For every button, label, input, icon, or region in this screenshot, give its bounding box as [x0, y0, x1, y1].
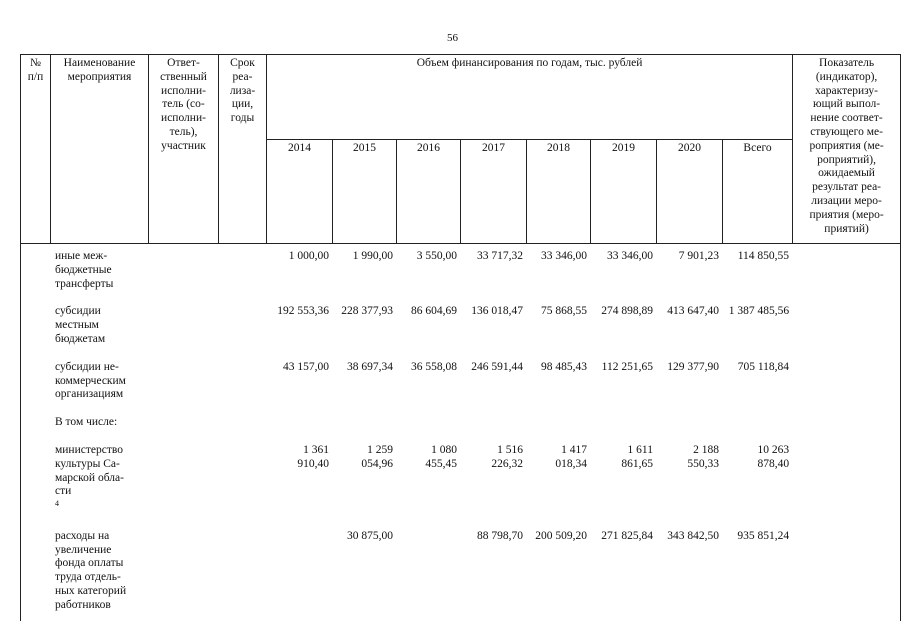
value-cell: 33 346,00 — [541, 250, 587, 262]
funding-table — [20, 54, 901, 621]
header-responsible: Ответ- ственный исполни- тель (со- исполни- тель), участник — [149, 55, 219, 244]
value-cell: 3 550,00 — [416, 250, 457, 262]
table-row — [21, 299, 901, 354]
value-cell: 98 485,43 — [541, 360, 587, 373]
value-cell: 1 000,00 — [267, 244, 333, 300]
value-cell: 343 842,50 — [667, 529, 719, 542]
header-year: 2019 — [591, 139, 657, 243]
value-cell: 1 080 455,45 — [425, 443, 457, 470]
value-cell: 705 118,84 — [737, 360, 790, 373]
value-cell: 246 591,44 — [471, 360, 523, 373]
value-cell: 1 417 018,34 — [555, 443, 587, 470]
header-num: № п/п — [21, 55, 51, 244]
value-cell: 7 901,23 — [678, 250, 719, 262]
value-cell: 112 251,65 — [601, 360, 653, 373]
header-total: Всего — [723, 139, 793, 243]
value-cell: 1 387 485,56 — [728, 305, 790, 318]
value-cell: 1 361 910,40 — [267, 438, 333, 524]
value-cell: 38 697,34 — [347, 360, 393, 373]
value-cell: 33 717,32 — [477, 250, 523, 262]
value-cell: 75 868,55 — [541, 305, 587, 318]
table-row — [21, 410, 901, 438]
header-year: 2020 — [657, 139, 723, 243]
page-number: 56 — [447, 32, 458, 44]
table-row — [21, 355, 901, 410]
value-cell: 935 851,24 — [737, 529, 790, 542]
value-cell: 228 377,93 — [341, 305, 393, 318]
value-cell: 413 647,40 — [667, 305, 719, 318]
value-cell: 129 377,90 — [667, 360, 719, 373]
header-indicator: Показатель (индикатор), характеризу- ющий выпол- нение соответ- ствующего ме- роприятия (ме- роприятий), ожидаемый результат реа- лизации меро- приятия (меро- приятий) — [793, 55, 901, 244]
value-cell: 10 263 878,40 — [757, 443, 790, 470]
header-year: 2018 — [527, 139, 591, 243]
row-name: иные меж- бюджетные трансферты — [51, 244, 149, 300]
value-cell: 274 898,89 — [601, 305, 653, 318]
value-cell: 36 558,08 — [411, 360, 457, 373]
row-name: В том числе: — [51, 410, 149, 438]
row-name: субсидии местным бюджетам — [51, 299, 149, 354]
value-cell: 136 018,47 — [471, 305, 523, 318]
value-cell: 2 188 550,33 — [687, 443, 719, 470]
value-cell: 271 825,84 — [601, 529, 653, 542]
header-term: Срок реа- лиза- ции, годы — [219, 55, 267, 244]
value-cell: 86 604,69 — [411, 305, 457, 318]
value-cell — [267, 524, 333, 621]
header-name: Наименование мероприятия — [51, 55, 149, 244]
value-cell: 88 798,70 — [477, 529, 523, 542]
row-name: министерство культуры Са- марской обла- сти $^4$ — [51, 438, 149, 524]
value-cell — [397, 524, 461, 621]
value-cell: 33 346,00 — [607, 250, 653, 262]
value-cell: 1 516 226,32 — [491, 443, 523, 470]
value-cell: 1 611 861,65 — [621, 443, 653, 470]
header-year: 2015 — [333, 139, 397, 243]
header-year: 2016 — [397, 139, 461, 243]
value-cell: 1 990,00 — [352, 250, 393, 262]
header-funding-group: Объем финансирования по годам, тыс. рублей — [267, 55, 793, 140]
header-year: 2014 — [267, 139, 333, 243]
value-cell: 200 509,20 — [535, 529, 587, 542]
table-row — [21, 524, 901, 621]
footnote-marker: 4 — [55, 499, 59, 509]
value-cell: 43 157,00 — [267, 355, 333, 410]
row-name: расходы на увеличение фонда оплаты труда отдель- ных категорий работников — [51, 524, 149, 621]
header-year: 2017 — [461, 139, 527, 243]
value-cell: 1 259 054,96 — [361, 443, 393, 470]
value-cell: 114 850,55 — [737, 250, 790, 262]
table-row — [21, 244, 901, 300]
table-row — [21, 438, 901, 524]
value-cell: 192 553,36 — [267, 299, 333, 354]
row-name: субсидии не- коммерческим организациям — [51, 355, 149, 410]
value-cell: 30 875,00 — [347, 529, 393, 542]
